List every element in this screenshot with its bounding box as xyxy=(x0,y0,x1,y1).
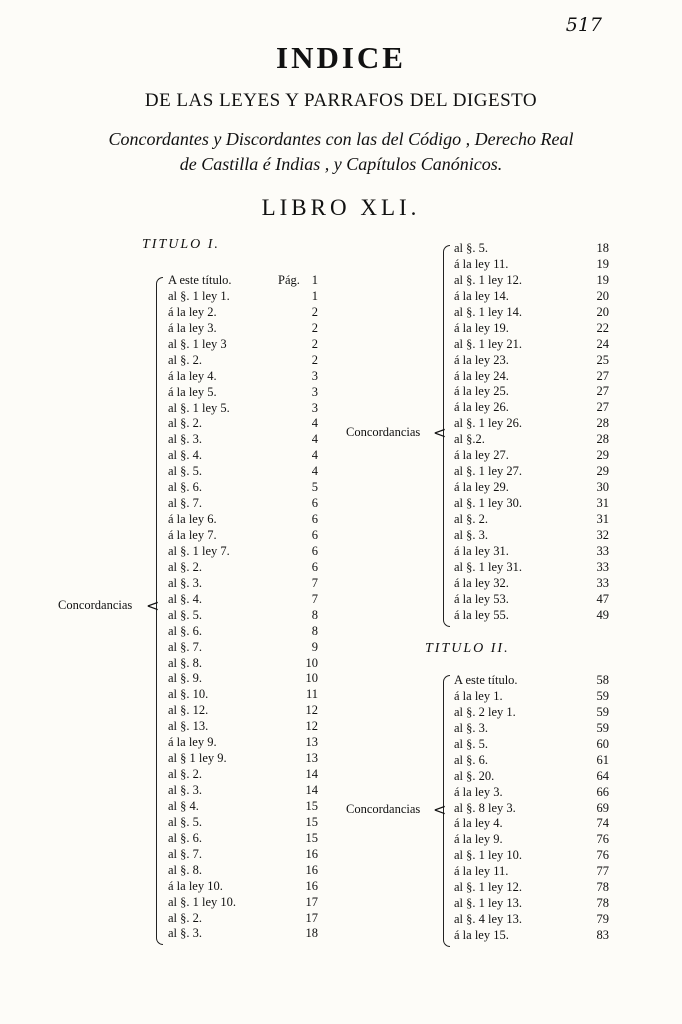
index-entry xyxy=(168,544,318,560)
entry-page: 27 xyxy=(596,368,609,383)
entry-label: al §. 10. xyxy=(168,687,209,702)
index-entry xyxy=(168,289,318,305)
entry-page: 14 xyxy=(305,767,318,782)
entry-label: al §. 6. xyxy=(168,623,203,638)
entry-page: 2 xyxy=(311,320,318,335)
index-entry xyxy=(168,863,318,879)
entry-label: al §. 2. xyxy=(168,416,203,431)
index-entry xyxy=(168,911,318,927)
entry-page: 13 xyxy=(305,735,318,750)
entry-page: 15 xyxy=(305,830,318,845)
index-entry xyxy=(168,448,318,464)
brace-tip-cont: < xyxy=(433,423,447,442)
entry-label: al §. 3. xyxy=(168,575,203,590)
entry-page: 61 xyxy=(596,752,609,767)
index-entry xyxy=(454,511,609,528)
entry-page: 4 xyxy=(311,464,318,479)
entry-label: al §. 12. xyxy=(168,703,209,718)
entry-label: á la ley 5. xyxy=(168,384,217,399)
entry-page: 28 xyxy=(596,416,609,431)
entry-label: al §. 8. xyxy=(168,655,203,670)
entry-page: 59 xyxy=(596,704,609,719)
entry-label: á la ley 25. xyxy=(454,384,509,399)
entry-label: al §. 6. xyxy=(168,480,203,495)
index-entry xyxy=(454,928,609,944)
entry-page: 15 xyxy=(305,814,318,829)
entry-page: 33 xyxy=(596,559,609,574)
entry-label: al §. 1 ley 27. xyxy=(454,464,523,479)
index-entry xyxy=(454,591,609,608)
entry-label: al §. 1 ley 7. xyxy=(168,543,230,558)
index-entry xyxy=(454,559,609,576)
index-entry xyxy=(454,527,609,544)
entry-label: al §. 3. xyxy=(168,783,203,797)
entry-label: á la ley 27. xyxy=(454,448,509,463)
italic-line-1: Concordantes y Discordantes con las del Código , Derecho Real xyxy=(108,129,574,149)
entry-page: 8 xyxy=(311,623,318,638)
entry-page: 33 xyxy=(596,575,609,590)
index-entry xyxy=(168,895,318,911)
index-entry xyxy=(168,353,318,369)
entry-label: al §. 1 ley 30. xyxy=(454,496,523,510)
entry-page: 22 xyxy=(596,320,609,335)
entry-label: al §. 3. xyxy=(168,432,203,447)
entry-page: 3 xyxy=(311,400,318,415)
entry-page: 9 xyxy=(311,639,318,654)
entry-label: á la ley 32. xyxy=(454,575,509,590)
entry-label: al §. 1 ley 13. xyxy=(454,896,523,911)
index-entry xyxy=(168,592,318,608)
entry-page: 11 xyxy=(305,687,318,702)
index-entry xyxy=(454,543,609,560)
concordancias-label-cont: Concordancias xyxy=(346,425,421,439)
index-entry xyxy=(168,799,318,815)
index-entry xyxy=(168,385,318,401)
entry-label: á la ley 9. xyxy=(454,832,503,847)
entry-page: 2 xyxy=(311,304,318,319)
entry-page: 19 xyxy=(596,256,609,271)
entry-page: 74 xyxy=(596,816,609,831)
index-entry xyxy=(168,687,318,703)
entry-label: á la ley 3. xyxy=(454,784,503,799)
index-entry xyxy=(168,337,318,353)
index-entry xyxy=(168,401,318,417)
entry-label: al §. 6. xyxy=(454,752,489,767)
index-entry xyxy=(168,512,318,528)
entry-page: 78 xyxy=(596,896,609,911)
entry-label: al §. 5. xyxy=(454,241,489,255)
index-entry xyxy=(454,432,609,448)
entry-page: 29 xyxy=(596,464,609,479)
index-entry xyxy=(454,688,609,705)
index-entry xyxy=(168,273,318,289)
entry-page: 30 xyxy=(596,480,609,495)
index-entry xyxy=(168,719,318,735)
index-entry xyxy=(454,896,609,912)
entry-label: al §. 1 ley 14. xyxy=(454,304,523,319)
entry-page: 6 xyxy=(311,528,318,542)
entry-page: 78 xyxy=(596,880,609,895)
index-entry xyxy=(454,768,609,785)
index-entry xyxy=(168,831,318,847)
entry-label: á la ley 3. xyxy=(168,320,217,335)
entry-page: 1 xyxy=(311,288,318,303)
entry-label: al §. 1 ley 26. xyxy=(454,416,523,431)
index-entry xyxy=(454,704,609,721)
entry-label: A este título. xyxy=(168,273,232,287)
index-entry xyxy=(168,735,318,751)
entry-page: 2 xyxy=(311,352,318,367)
index-entry xyxy=(168,480,318,496)
index-entry xyxy=(168,671,318,687)
index-entry xyxy=(454,736,609,753)
entry-label: al §. 7. xyxy=(168,846,203,861)
italic-line-2: de Castilla é Indias , y Capítulos Canónicos. xyxy=(179,154,503,174)
entry-page: 32 xyxy=(596,527,609,542)
index-entry xyxy=(168,640,318,656)
page-subtitle: DE LAS LEYES Y PARRAFOS DEL DIGESTO xyxy=(144,90,538,111)
entry-page: 4 xyxy=(311,432,318,447)
index-entry xyxy=(454,784,609,801)
index-entry xyxy=(168,926,318,942)
entry-page: 1 xyxy=(311,273,318,287)
entry-label: al §. 2. xyxy=(168,559,203,574)
entry-label: á la ley 11. xyxy=(454,256,509,271)
entry-label: al §. 2. xyxy=(454,511,489,526)
entry-label: á la ley 6. xyxy=(168,512,217,527)
entry-page: 6 xyxy=(311,543,318,558)
titulo-2-entries xyxy=(454,673,609,944)
entry-page: 6 xyxy=(311,512,318,527)
entry-label: al §. 6. xyxy=(168,830,203,845)
entry-label: al §. 3. xyxy=(454,720,489,735)
entry-page: 24 xyxy=(596,336,609,351)
entry-page: 29 xyxy=(596,448,609,463)
libro-heading: LIBRO XLI. xyxy=(261,195,421,220)
entry-page: 2 xyxy=(311,336,318,351)
index-entry xyxy=(454,384,609,400)
entry-label: al §. 4 ley 13. xyxy=(454,912,523,927)
entry-label: á la ley 24. xyxy=(454,368,509,383)
entry-page: 64 xyxy=(596,768,609,783)
entry-label: al §.2. xyxy=(454,432,485,447)
entry-page: 17 xyxy=(305,894,318,909)
entry-page: 3 xyxy=(311,384,318,399)
entry-page: 7 xyxy=(311,591,318,606)
entry-page: 6 xyxy=(311,559,318,574)
entry-label: al §. 4. xyxy=(168,448,203,463)
index-entry xyxy=(454,241,609,257)
entry-page: 49 xyxy=(596,607,609,622)
entry-label: á la ley 11. xyxy=(454,864,509,879)
index-entry xyxy=(454,256,609,273)
concordancias-label: Concordancias xyxy=(58,598,133,612)
entry-page: 60 xyxy=(596,736,609,751)
entry-page: 10 xyxy=(305,671,318,686)
entry-label: á la ley 29. xyxy=(454,480,509,495)
index-entry xyxy=(454,496,609,512)
titulo-1-entries xyxy=(168,273,318,942)
entry-label: al §. 1 ley 31. xyxy=(454,559,523,574)
index-entry xyxy=(168,624,318,640)
entry-label: al §. 7. xyxy=(168,639,203,654)
entry-page: 17 xyxy=(305,910,318,925)
entry-label: al §. 1 ley 3 xyxy=(168,336,227,351)
index-entry xyxy=(168,751,318,767)
entry-label: á la ley 14. xyxy=(454,288,509,303)
titulo-2-heading: TITULO II. xyxy=(425,641,510,656)
entry-page: 25 xyxy=(596,352,609,367)
index-entry xyxy=(454,816,609,832)
index-entry xyxy=(454,832,609,848)
entry-label: al §. 3. xyxy=(168,926,203,941)
entry-label: al §. 5. xyxy=(168,464,203,479)
entry-page: 58 xyxy=(596,673,609,687)
entry-page: 3 xyxy=(311,368,318,383)
entry-page: 77 xyxy=(596,864,609,879)
entry-page: 5 xyxy=(311,480,318,495)
entry-page: 19 xyxy=(596,272,609,287)
entry-page: 16 xyxy=(305,846,318,861)
entry-page: 12 xyxy=(305,719,318,734)
entry-label: al §. 3. xyxy=(454,527,489,542)
entry-label: á la ley 2. xyxy=(168,304,217,319)
entry-page: 76 xyxy=(596,848,609,863)
index-entry xyxy=(168,305,318,321)
index-entry xyxy=(454,575,609,592)
index-entry xyxy=(168,815,318,831)
index-entry xyxy=(454,304,609,321)
index-entry xyxy=(454,864,609,880)
entry-label: al § 4. xyxy=(168,798,199,813)
index-entry xyxy=(454,448,609,464)
entry-label: á la ley 9. xyxy=(168,735,217,750)
entry-page: 47 xyxy=(596,591,609,606)
index-entry xyxy=(454,464,609,480)
index-entry xyxy=(168,560,318,576)
index-entry xyxy=(168,496,318,512)
entry-label: al §. 13. xyxy=(168,719,209,734)
index-entry xyxy=(454,288,609,305)
index-entry xyxy=(454,880,609,896)
index-entry xyxy=(168,767,318,783)
brace-tip-2: < xyxy=(433,800,447,819)
index-entry xyxy=(168,528,318,544)
entry-page: 20 xyxy=(596,288,609,303)
titulo-1-cont-entries xyxy=(454,241,609,624)
entry-page: 16 xyxy=(305,862,318,877)
entry-label: al §. 7. xyxy=(168,496,203,511)
index-entry xyxy=(454,720,609,737)
entry-label: al §. 8. xyxy=(168,862,203,877)
entry-page: 66 xyxy=(596,784,609,799)
index-entry xyxy=(168,576,318,592)
entry-page: 28 xyxy=(596,432,609,447)
index-entry xyxy=(454,368,609,385)
index-entry xyxy=(454,912,609,928)
index-entry xyxy=(168,416,318,432)
entry-page: 4 xyxy=(311,448,318,463)
entry-label: á la ley 19. xyxy=(454,320,509,335)
index-entry xyxy=(454,416,609,432)
index-entry xyxy=(168,847,318,863)
entry-label: al §. 1 ley 21. xyxy=(454,336,523,351)
entry-page: 33 xyxy=(596,543,609,558)
index-entry xyxy=(168,703,318,719)
entry-page: 8 xyxy=(311,607,318,622)
entry-page: 18 xyxy=(596,241,609,255)
entry-page: 27 xyxy=(596,400,609,415)
entry-page: 69 xyxy=(596,800,609,815)
entry-label: á la ley 53. xyxy=(454,591,509,606)
entry-label: á la ley 31. xyxy=(454,543,509,558)
entry-label: al §. 4. xyxy=(168,591,203,606)
entry-page: 59 xyxy=(596,720,609,735)
titulo-1-heading: TITULO I. xyxy=(142,237,220,252)
entry-page: 31 xyxy=(596,496,609,510)
entry-page: 14 xyxy=(305,783,318,797)
entry-label: al §. 1 ley 1. xyxy=(168,288,230,303)
entry-label: al §. 9. xyxy=(168,671,203,686)
entry-label: á la ley 15. xyxy=(454,928,509,942)
page-number: 517 xyxy=(565,14,602,36)
entry-label: al §. 1 ley 5. xyxy=(168,400,230,415)
entry-label: al §. 2. xyxy=(168,910,203,925)
entry-label: al §. 5. xyxy=(168,607,203,622)
entry-page: 20 xyxy=(596,304,609,319)
entry-label: al §. 20. xyxy=(454,768,495,783)
entry-label: al §. 1 ley 10. xyxy=(168,894,237,909)
entry-label: al §. 1 ley 12. xyxy=(454,880,523,895)
index-entry xyxy=(454,848,609,864)
entry-label: al §. 5. xyxy=(168,814,203,829)
index-entry xyxy=(454,607,609,624)
index-entry xyxy=(454,400,609,416)
entry-label: al §. 5. xyxy=(454,736,489,751)
entry-page: 15 xyxy=(305,798,318,813)
brace-tip: < xyxy=(146,596,160,615)
entry-page: 13 xyxy=(305,751,318,766)
entry-page: 27 xyxy=(596,384,609,399)
entry-page: 79 xyxy=(596,912,609,927)
index-entry xyxy=(168,879,318,895)
index-entry xyxy=(168,369,318,385)
index-entry xyxy=(168,656,318,672)
entry-label: á la ley 55. xyxy=(454,607,509,622)
entry-page: 10 xyxy=(305,655,318,670)
entry-page: 18 xyxy=(305,926,318,941)
entry-label: al §. 2. xyxy=(168,352,203,367)
index-entry xyxy=(454,352,609,369)
index-entry xyxy=(168,783,318,799)
entry-label: á la ley 26. xyxy=(454,400,509,415)
entry-page: 16 xyxy=(305,878,318,893)
index-entry xyxy=(454,800,609,817)
entry-label: A este título. xyxy=(454,673,518,687)
index-entry xyxy=(454,336,609,353)
entry-label: al § 1 ley 9. xyxy=(168,751,227,766)
entry-label: al §. 1 ley 10. xyxy=(454,848,523,863)
entry-label: á la ley 10. xyxy=(168,878,223,893)
entry-label: á la ley 23. xyxy=(454,352,509,367)
index-entry xyxy=(168,432,318,448)
entry-label: al §. 8 ley 3. xyxy=(454,800,516,815)
entry-label: á la ley 7. xyxy=(168,528,217,542)
entry-label: á la ley 4. xyxy=(454,816,503,831)
entry-page: 31 xyxy=(596,511,609,526)
entry-page: 4 xyxy=(311,416,318,431)
index-entry xyxy=(454,673,609,689)
index-entry xyxy=(454,272,609,289)
entry-page: 59 xyxy=(596,688,609,703)
page-title: INDICE xyxy=(276,40,406,75)
index-entry xyxy=(168,321,318,337)
index-entry xyxy=(168,464,318,480)
pag-label: Pág. xyxy=(278,273,300,287)
entry-page: 7 xyxy=(311,575,318,590)
entry-page: 76 xyxy=(596,832,609,847)
entry-label: al §. 2. xyxy=(168,767,203,782)
index-entry xyxy=(454,320,609,337)
concordancias-label-2: Concordancias xyxy=(346,802,421,816)
entry-page: 6 xyxy=(311,496,318,511)
index-entry xyxy=(454,480,609,496)
entry-label: á la ley 1. xyxy=(454,688,503,703)
entry-label: á la ley 4. xyxy=(168,368,217,383)
index-entry xyxy=(454,752,609,769)
entry-page: 12 xyxy=(305,703,318,718)
entry-label: al §. 1 ley 12. xyxy=(454,272,523,287)
index-entry xyxy=(168,608,318,624)
entry-label: al §. 2 ley 1. xyxy=(454,704,516,719)
entry-page: 83 xyxy=(596,928,609,942)
